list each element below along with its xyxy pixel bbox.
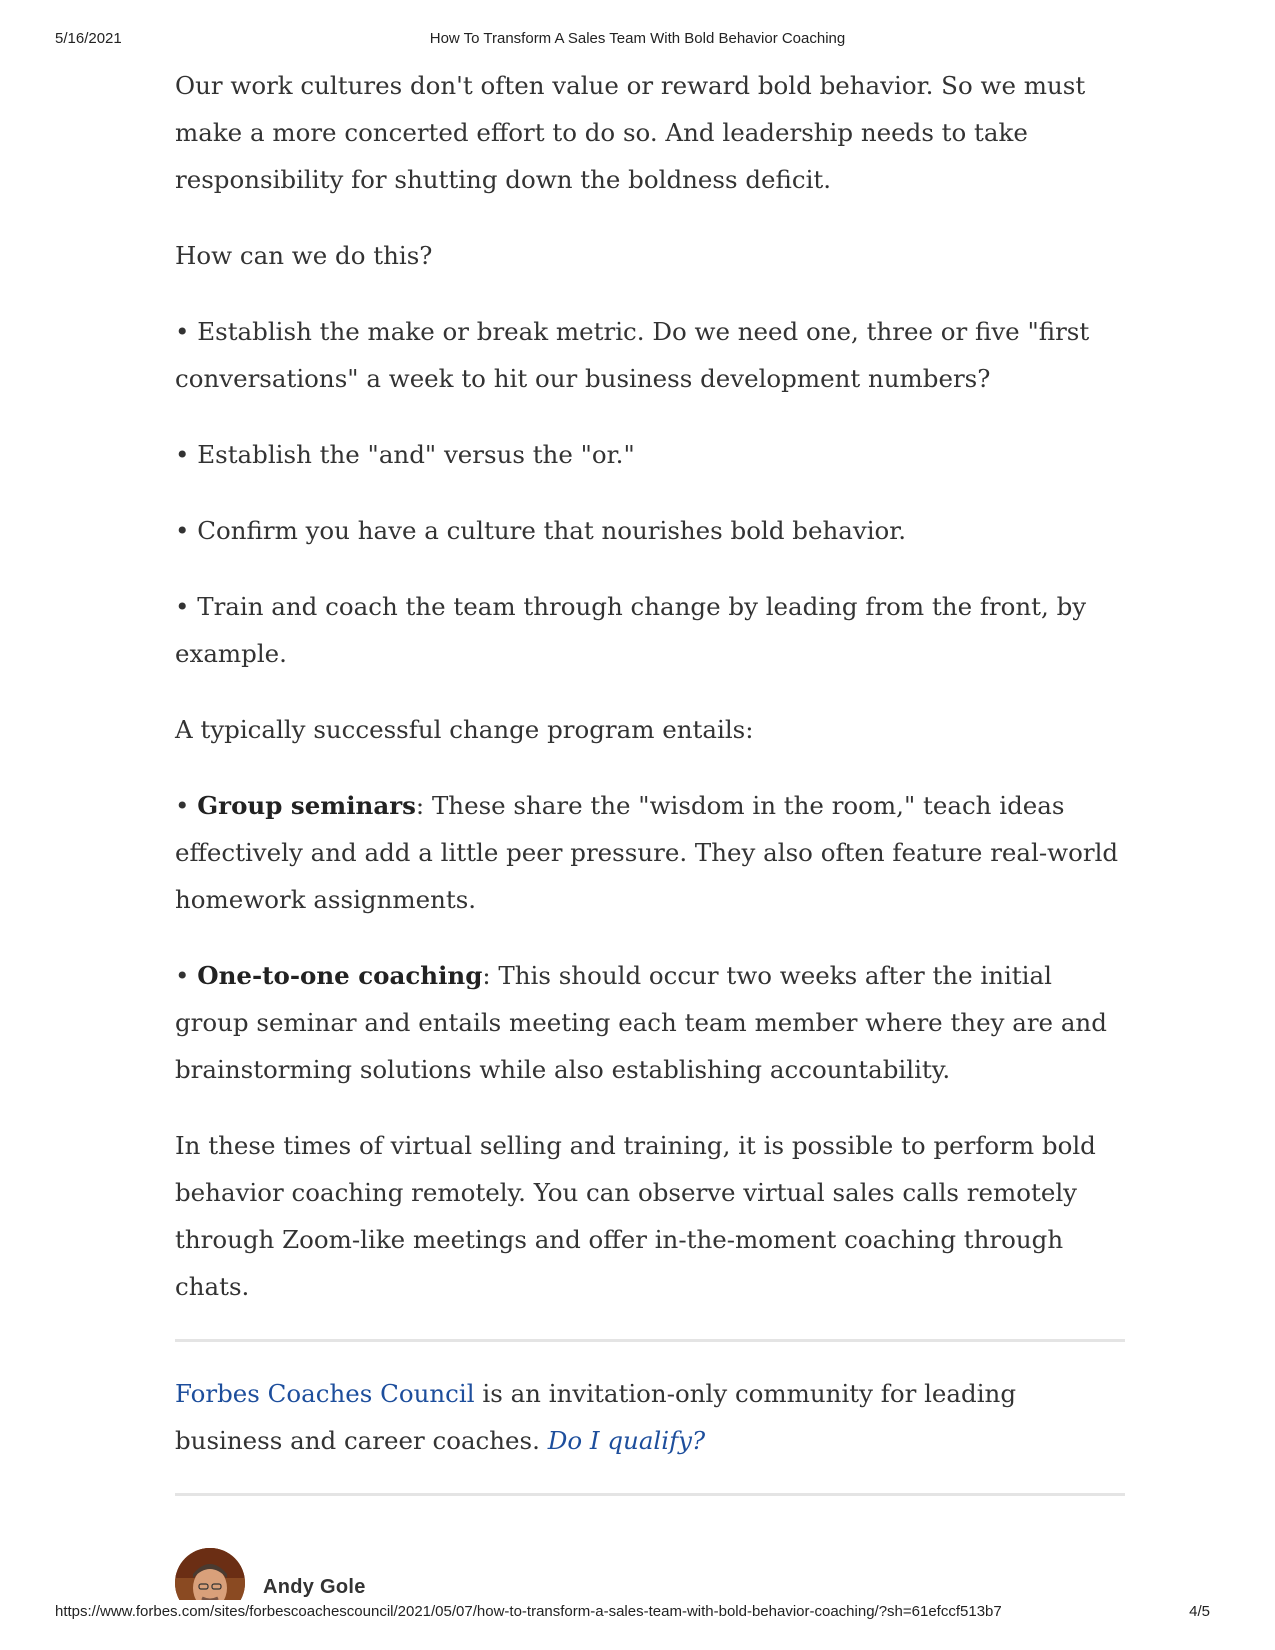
program-bullet: •	[175, 791, 198, 820]
paragraph-change-program: A typically successful change program entails:	[175, 715, 754, 744]
bullet-train-and-coach: • Train and coach the team through change by leading from the front, by example.	[175, 592, 1087, 668]
council-description: is an invitation-only community for leading business and career coaches.	[175, 1379, 1017, 1455]
print-title: How To Transform A Sales Team With Bold Behavior Coaching	[429, 30, 846, 47]
author-name[interactable]: Andy Gole	[263, 1576, 366, 1598]
program-term: One-to-one coaching	[197, 961, 483, 990]
divider	[175, 1493, 1125, 1496]
program-description: : This should occur two weeks after the initial group seminar and entails meeting each team member where they are and brainstorming solutions while also establishing accountability.	[175, 961, 1107, 1084]
article-body	[175, 62, 1125, 1496]
print-header	[0, 30, 1275, 52]
divider	[175, 1339, 1125, 1342]
print-date: 5/16/2021	[55, 30, 122, 47]
program-description: : These share the "wisdom in the room," teach ideas effectively and add a little peer pressure. They also often feature real-world homework assignments.	[175, 791, 1119, 914]
print-footer	[0, 1603, 1275, 1625]
forbes-coaches-council-link[interactable]: Forbes Coaches Council	[175, 1379, 475, 1408]
author-byline	[175, 1548, 575, 1600]
bullet-make-or-break: • Establish the make or break metric. Do we need one, three or five "first conversations" a week to hit our business development numbers?	[175, 317, 1090, 393]
program-item-group-seminars	[175, 782, 1125, 923]
paragraph-virtual-coaching: In these times of virtual selling and training, it is possible to perform bold behavior coaching remotely. You can observe virtual sales calls remotely through Zoom-like meetings and offer in-the-moment coaching through chats.	[175, 1131, 1096, 1301]
program-bullet: •	[175, 961, 198, 990]
bullet-and-versus-or: • Establish the "and" versus the "or."	[175, 440, 635, 469]
avatar[interactable]	[175, 1548, 245, 1600]
program-item-one-to-one	[175, 952, 1125, 1093]
paragraph-boldness-deficit: Our work cultures don't often value or reward bold behavior. So we must make a more concerted effort to do so. And leadership needs to take responsibility for shutting down the boldness deficit.	[175, 71, 1086, 194]
page-number: 4/5	[1189, 1603, 1210, 1620]
paragraph-question: How can we do this?	[175, 241, 433, 270]
author-photo-icon	[175, 1548, 245, 1600]
do-i-qualify-link[interactable]: Do I qualify?	[547, 1426, 706, 1455]
program-term: Group seminars	[197, 791, 416, 820]
bullet-culture: • Confirm you have a culture that nourishes bold behavior.	[175, 516, 907, 545]
council-note	[175, 1370, 1125, 1464]
print-url: https://www.forbes.com/sites/forbescoachescouncil/2021/05/07/how-to-transform-a-sales-team-with-bold-behavior-coaching/?sh=61efccf513b7	[55, 1603, 1002, 1620]
